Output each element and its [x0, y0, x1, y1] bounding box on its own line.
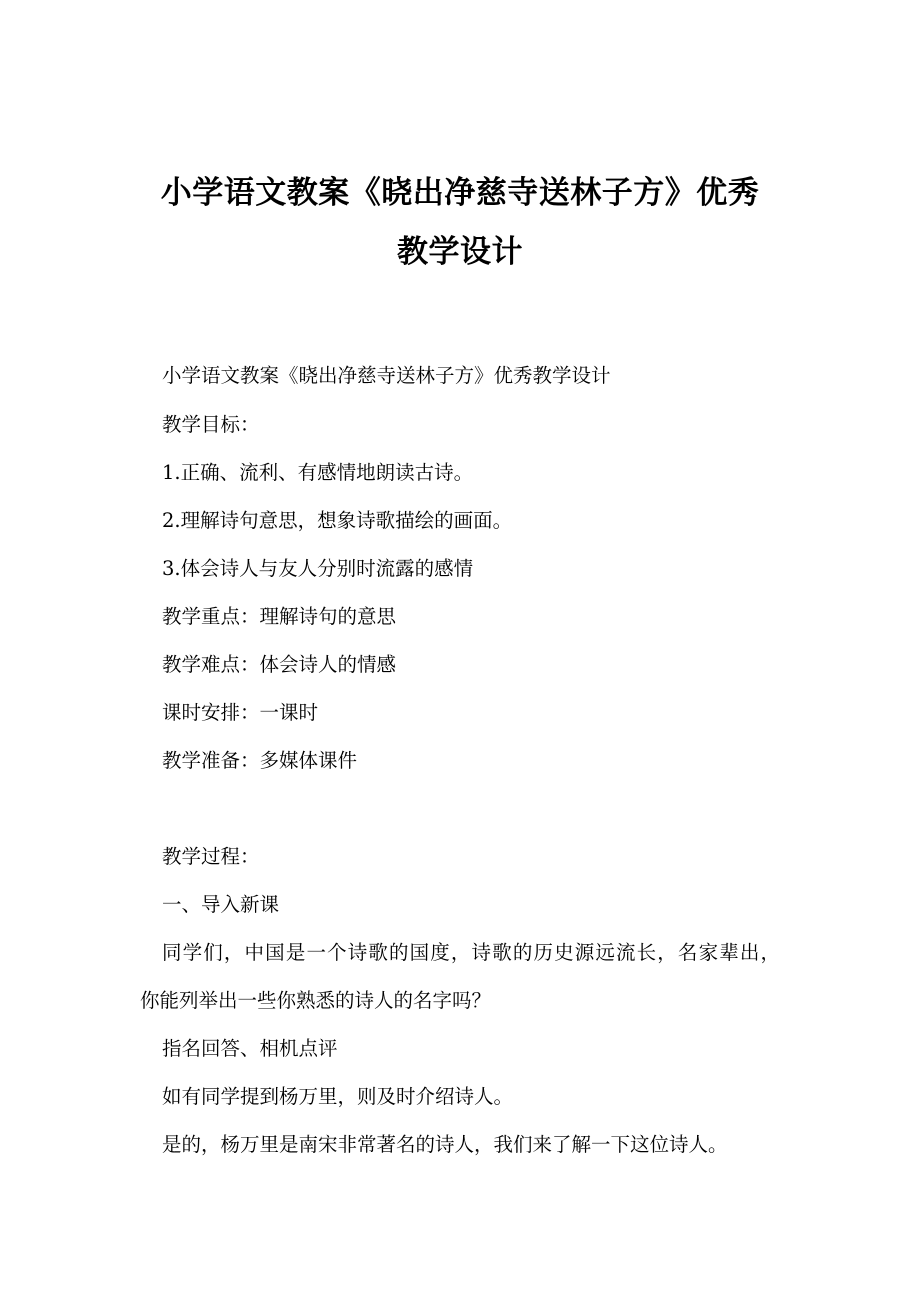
objective-item-2: 2.理解诗句意思，想象诗歌描绘的画面。	[162, 509, 513, 532]
poet-description-paragraph: 是的，杨万里是南宋非常著名的诗人，我们来了解一下这位诗人。	[162, 1133, 728, 1156]
poet-intro-paragraph: 如有同学提到杨万里，则及时介绍诗人。	[162, 1085, 514, 1108]
objectives-heading: 教学目标：	[162, 413, 260, 436]
subtitle-paragraph: 小学语文教案《晓出净慈寺送林子方》优秀教学设计	[162, 364, 611, 387]
objective-item-3: 3.体会诗人与友人分别时流露的感情	[162, 557, 474, 580]
difficult-point-paragraph: 教学难点：体会诗人的情感	[162, 653, 397, 676]
answer-paragraph: 指名回答、相机点评	[162, 1037, 338, 1060]
process-heading: 教学过程：	[162, 845, 260, 868]
schedule-paragraph: 课时安排：一课时	[162, 701, 319, 724]
document-title-line-1: 小学语文教案《晓出净慈寺送林子方》优秀	[160, 175, 760, 211]
document-title-line-2: 教学设计	[397, 234, 523, 270]
key-point-paragraph: 教学重点：理解诗句的意思	[162, 605, 397, 628]
body-paragraph-line-1: 同学们，中国是一个诗歌的国度，诗歌的历史源远流长，名家辈出，	[162, 941, 780, 964]
section-heading-introduction: 一、导入新课	[162, 893, 280, 916]
body-paragraph-line-2: 你能列举出一些你熟悉的诗人的名字吗？	[140, 989, 492, 1012]
preparation-paragraph: 教学准备：多媒体课件	[162, 749, 358, 772]
objective-item-1: 1.正确、流利、有感情地朗读古诗。	[162, 461, 474, 484]
